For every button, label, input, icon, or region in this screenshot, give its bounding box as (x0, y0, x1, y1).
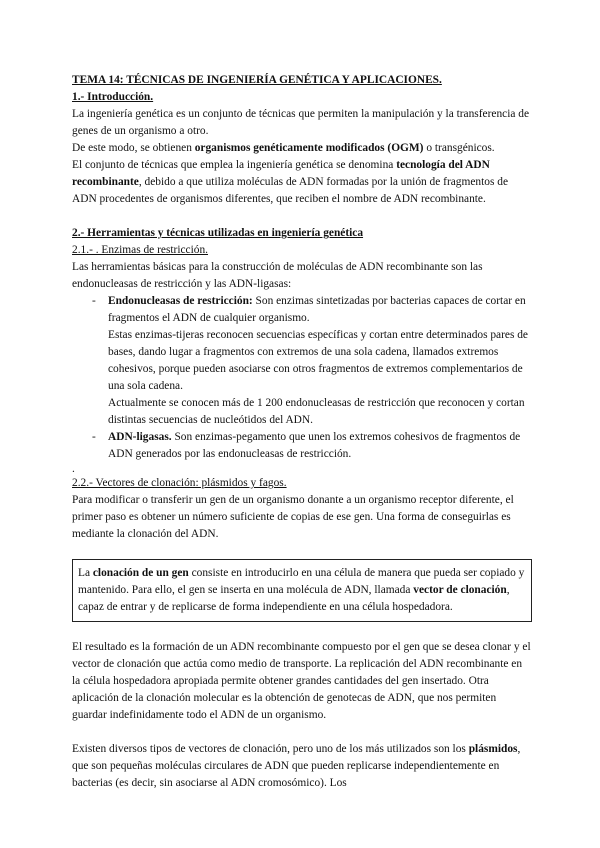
cloning-definition (78, 565, 525, 616)
list-dash: - (92, 295, 96, 307)
ogm-text: De este modo, se obtienen (72, 142, 195, 154)
page-title: TEMA 14: TÉCNICAS DE INGENIERÍA GENÉTICA Y APLICACIONES. (72, 74, 442, 86)
ligase-text: Son enzimas-pegamento que unen los extremos cohesivos de fragmentos de ADN generados por las endonucleasas de restricción. (108, 431, 521, 460)
ogm-text-end: o transgénicos. (423, 142, 495, 154)
ligase-term: ADN-ligasas. (108, 431, 172, 443)
ligase-definition (108, 429, 532, 463)
box-text-3: , capaz de entrar y de replicarse de forma independiente en una célula hospedadora. (78, 584, 510, 613)
tools-intro-paragraph: Las herramientas básicas para la construcción de moléculas de ADN recombinante son las endonucleasas de restricción y las ADN-ligasas: (72, 261, 483, 290)
box-text-1: La (78, 567, 93, 579)
definition-box (72, 559, 532, 622)
endonuclease-count: Actualmente se conocen más de 1 200 endonucleasas de restricción que reconocen y cortan distintas secuencias de nucleótidos del ADN. (108, 397, 525, 426)
endonuclease-detail: Estas enzimas-tijeras reconocen secuencias específicas y cortan entre determinados pares de bases, dando lugar a fragmentos con extremos de una sola cadena, llamados extremos cohesivos, porque pueden asociarse con otros fragmentos de extremos complementarios de una sola cadena. (108, 329, 528, 392)
document-body (72, 72, 532, 792)
endonuclease-term: Endonucleasas de restricción: (108, 295, 253, 307)
plasmids-text-end: , que son pequeñas moléculas circulares de ADN que pueden replicarse independientemente en bacterias (es decir, sin asociarse al ADN cromosómico). Los (72, 743, 521, 789)
vectors-paragraph: Para modificar o transferir un gen de un organismo donante a un organismo receptor diferente, el primer paso es obtener un número suficiente de copias de ese gen. Una forma de conseguirlas es mediante la clonación del ADN. (72, 494, 514, 540)
tools-list (72, 293, 532, 463)
list-item (72, 429, 532, 463)
ogm-term: organismos genéticamente modificados (OGM) (194, 142, 424, 154)
subsection-2-1-heading: 2.1.- . Enzimas de restricción. (72, 244, 209, 256)
plasmids-text: Existen diversos tipos de vectores de clonación, pero uno de los más utilizados son los (72, 743, 469, 755)
list-item (72, 293, 532, 429)
endonuclease-definition (108, 293, 532, 327)
recombinant-text: El conjunto de técnicas que emplea la ingeniería genética se denomina (72, 159, 397, 171)
vector-term: vector de clonación (413, 584, 507, 596)
ogm-paragraph (72, 140, 532, 157)
cloning-term: clonación de un gen (92, 567, 189, 579)
recombinant-term: tecnología del ADN recombinante (72, 159, 490, 188)
box-text-2: consiste en introducirlo en una célula de manera que pueda ser copiado y mantenido. Para ello, el gen se inserta en una molécula de ADN, llamada (78, 567, 525, 596)
subsection-2-2-heading: 2.2.- Vectores de clonación: plásmidos y fagos. (72, 477, 287, 489)
plasmids-term: plásmidos (468, 743, 518, 755)
result-paragraph: El resultado es la formación de un ADN recombinante compuesto por el gen que se desea clonar y el vector de clonación que actúa como medio de transporte. La replicación del ADN recombinante en la célula hospedadora apropiada permite obtener grandes cantidades del gen insertado. Otra aplicación de la clonación molecular es la obtención de genotecas de ADN, que nos permiten guardar indefinidamente todo el ADN de un organismo. (72, 641, 531, 721)
section-1-heading: 1.- Introducción. (72, 91, 154, 103)
list-dash: - (92, 431, 96, 443)
section-2-heading: 2.- Herramientas y técnicas utilizadas en ingeniería genética (72, 227, 364, 239)
intro-paragraph: La ingeniería genética es un conjunto de técnicas que permiten la manipulación y la transferencia de genes de un organismo a otro. (72, 108, 530, 137)
recombinant-text-end: , debido a que utiliza moléculas de ADN formadas por la unión de fragmentos de ADN procedentes de organismos diferentes, que reciben el nombre de ADN recombinante. (72, 176, 508, 205)
endonuclease-text: Son enzimas sintetizadas por bacterias capaces de cortar en fragmentos el ADN de cualquier organismo. (108, 295, 526, 324)
plasmids-paragraph (72, 741, 532, 792)
recombinant-paragraph (72, 157, 532, 208)
stray-dot: . (72, 463, 75, 475)
